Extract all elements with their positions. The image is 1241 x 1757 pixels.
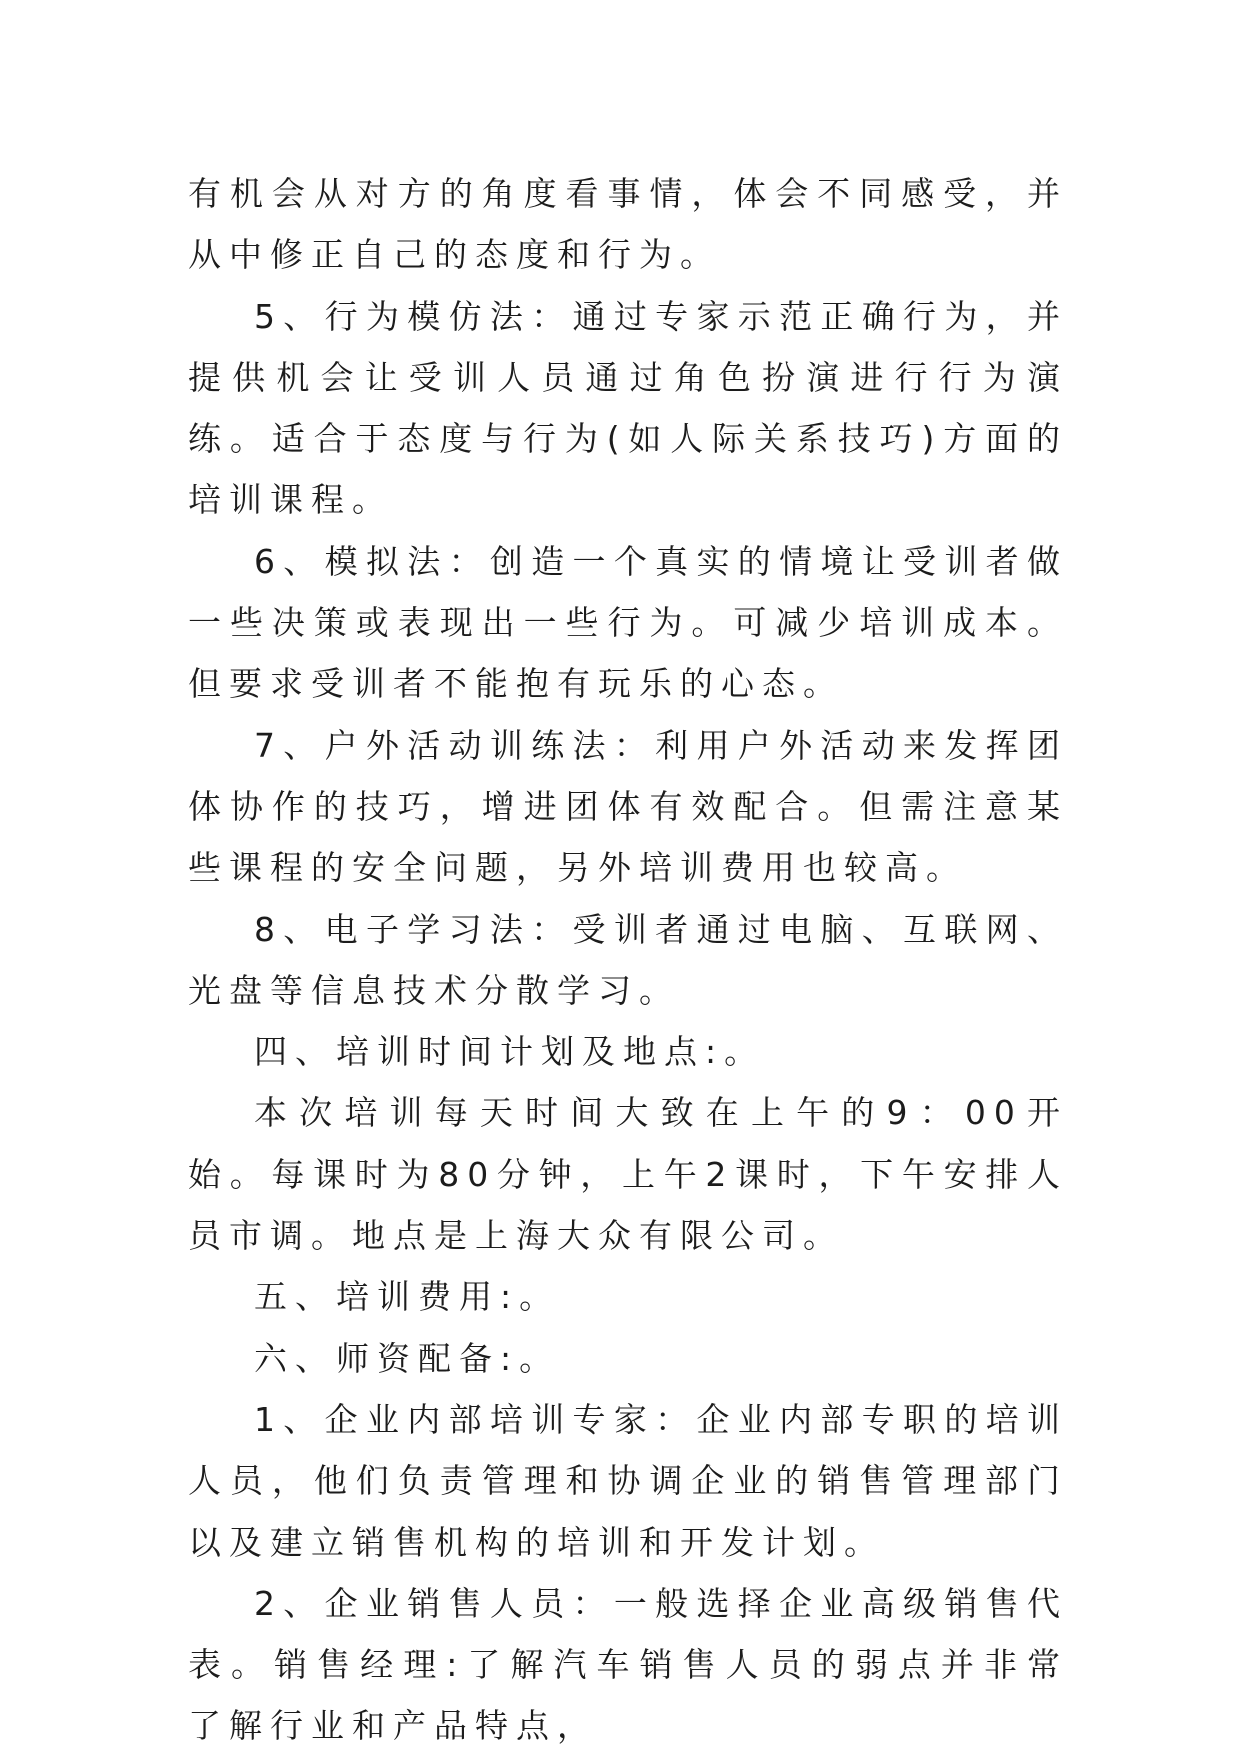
section-heading-training-cost: 五、培训费用:。 xyxy=(254,1277,561,1317)
section-heading-schedule-location: 四、培训时间计划及地点:。 xyxy=(254,1032,766,1072)
paragraph-method-5-behavior-modeling: 5、行为模仿法：通过专家示范正确行为，并提供机会让受训人员通过角色扮演进行行为演练。适合于态度与行为(如人际关系技巧)方面的培训课程。 xyxy=(188,296,1068,520)
section-heading-faculty: 六、师资配备:。 xyxy=(254,1338,561,1378)
paragraph-schedule-details: 本次培训每天时间大致在上午的9：00开始。每课时为80分钟，上午2课时，下午安排人员市调。地点是上海大众有限公司。 xyxy=(188,1093,1068,1256)
paragraph-method-6-simulation: 6、模拟法：创造一个真实的情境让受训者做一些决策或表现出一些行为。可减少培训成本。但要求受训者不能抱有玩乐的心态。 xyxy=(188,541,1068,704)
paragraph-continuation: 有机会从对方的角度看事情，体会不同感受，并从中修正自己的态度和行为。 xyxy=(188,174,1068,275)
paragraph-faculty-1-internal-experts: 1、企业内部培训专家：企业内部专职的培训人员，他们负责管理和协调企业的销售管理部门以及建立销售机构的培训和开发计划。 xyxy=(188,1399,1068,1562)
paragraph-method-8-e-learning: 8、电子学习法：受训者通过电脑、互联网、光盘等信息技术分散学习。 xyxy=(188,909,1068,1010)
document-body xyxy=(188,163,1068,1757)
paragraph-faculty-2-sales-staff: 2、企业销售人员：一般选择企业高级销售代表。销售经理:了解汽车销售人员的弱点并非常了解行业和产品特点， xyxy=(188,1583,1068,1746)
paragraph-method-7-outdoor-training: 7、户外活动训练法：利用户外活动来发挥团体协作的技巧，增进团体有效配合。但需注意某些课程的安全问题，另外培训费用也较高。 xyxy=(188,725,1068,888)
